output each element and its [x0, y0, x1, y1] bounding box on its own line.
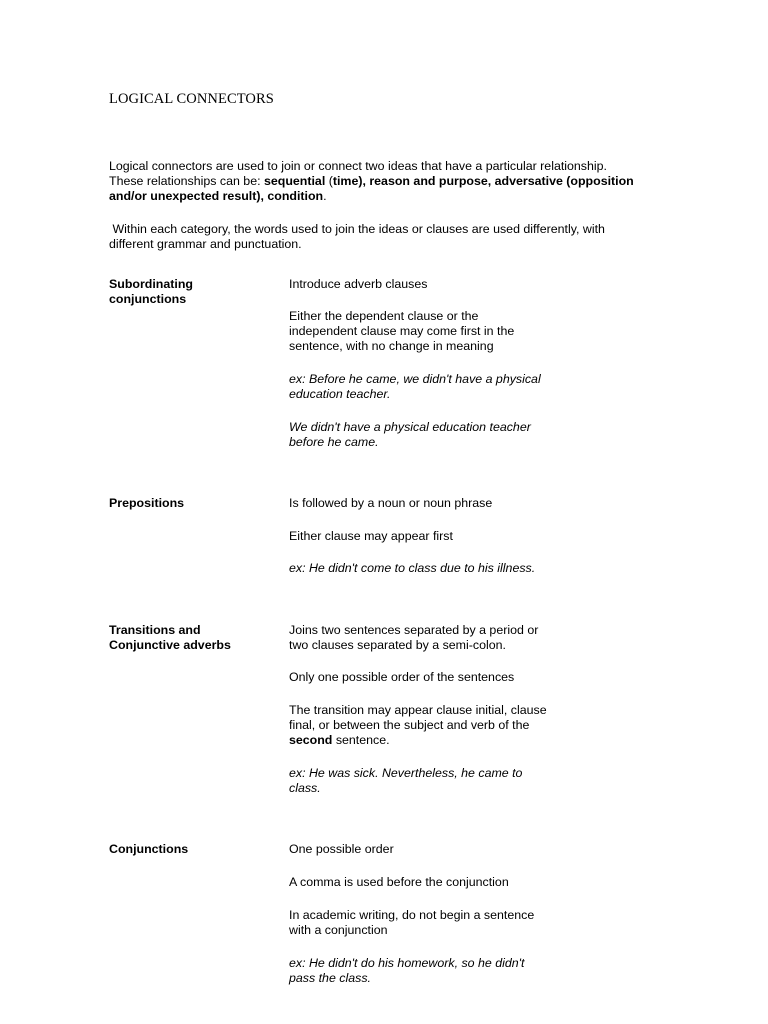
intro-line-2-mid: (: [325, 174, 333, 188]
section-item: Is followed by a noun or noun phrase: [289, 496, 493, 510]
section-item: Either clause may appear first: [289, 529, 453, 543]
section-label-transitions: Transitions and Conjunctive adverbs: [109, 623, 231, 652]
section-item-text: The transition may appear clause initial, clause final, or between the subject and verb of the: [289, 703, 547, 732]
section-item: Introduce adverb clauses: [289, 277, 428, 291]
section-example: ex: He didn't do his homework, so he didn't pass the class.: [289, 956, 525, 985]
intro-line-2-prefix: These relationships can be:: [109, 174, 264, 188]
section-label-conjunctions: Conjunctions: [109, 842, 189, 856]
section-example: ex: He didn't come to class due to his illness.: [289, 561, 536, 575]
section-label-subordinating-conjunctions: Subordinating conjunctions: [109, 277, 193, 306]
section-example: ex: Before he came, we didn't have a physical education teacher.: [289, 372, 541, 401]
section-label-prepositions: Prepositions: [109, 496, 185, 510]
intro-bold-sequential: sequential: [263, 174, 326, 188]
section-item: Only one possible order of the sentences: [289, 670, 515, 684]
section-example: ex: He was sick. Nevertheless, he came to class.: [289, 766, 523, 795]
section-item: Either the dependent clause or the independent clause may come first in the sentence, with no change in meaning: [289, 309, 515, 353]
intro-line-1: Logical connectors are used to join or connect two ideas that have a particular relationship.: [109, 159, 607, 173]
section-example: We didn't have a physical education teacher before he came.: [289, 420, 531, 449]
section-item: One possible order: [289, 842, 394, 856]
section-item: In academic writing, do not begin a sentence with a conjunction: [289, 908, 535, 937]
intro-bold-categories: time), reason and purpose, adversative (opposition and/or unexpected result), condition: [109, 174, 634, 203]
section-item: Joins two sentences separated by a period or two clauses separated by a semi-colon.: [289, 623, 539, 652]
intro-line-2-suffix: .: [323, 189, 327, 203]
section-item-text-end: sentence.: [332, 733, 390, 747]
section-item-bold-second: second: [289, 733, 333, 747]
note-paragraph: Within each category, the words used to join the ideas or clauses are used differently, with different grammar and punctuation.: [109, 222, 609, 251]
section-item: A comma is used before the conjunction: [289, 875, 509, 889]
section-item-transition-position: [289, 703, 551, 748]
intro-paragraph: [109, 159, 669, 204]
document-title: LOGICAL CONNECTORS: [109, 91, 274, 107]
